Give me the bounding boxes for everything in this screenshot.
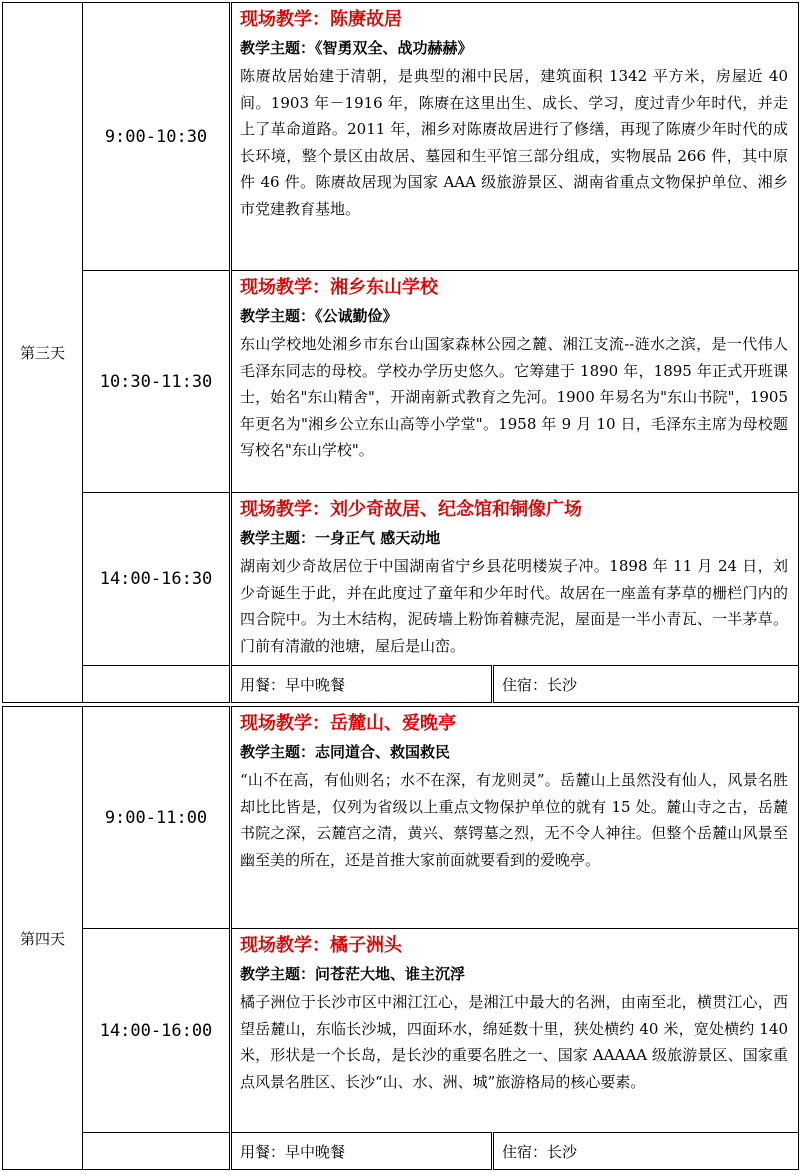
session-time: 10:30-11:30 [83, 271, 231, 493]
session-theme: 教学主题：《公诚勤俭》 [240, 307, 398, 325]
session-time: 14:00-16:00 [83, 929, 231, 1133]
session-description: 橘子洲位于长沙市区中湘江江心，是湘江中最大的名洲，由南至北，横贯江心，西望岳麓山，东临长沙城，四面环水，绵延数十里，狭处横约 40 米，宽处横约 140 米，形状是一个长岛，是长沙的重要名胜之一、国家 AAAAA 级旅游景区、国家重点风景名胜区、长沙“山、水、洲、城”旅游格局的核心要素。 [240, 993, 788, 1091]
session-theme: 教学主题：《智勇双全、战功赫赫》 [240, 39, 473, 57]
schedule-table [2, 2, 799, 1170]
session-title: 现场教学：刘少奇故居、纪念馆和铜像广场 [240, 499, 582, 520]
session-theme: 教学主题：问苍茫大地、谁主沉浮 [240, 965, 466, 983]
session-content [231, 929, 799, 1133]
session-theme: 教学主题：志同道合、救国救民 [240, 743, 451, 761]
session-description: “山不在高，有仙则名；水不在深，有龙则灵”。岳麓山上虽然没有仙人，风景名胜却比比皆是，仅列为省级以上重点文物保护单位的就有 15 处。麓山寺之古，岳麓书院之深，云麓宫之清，黄兴、蔡锷墓之烈，无不令人神往。但整个岳麓山风景至幽至美的所在，还是首推大家前面就要看到的爱晚亭。 [240, 771, 788, 869]
session-content [231, 271, 799, 493]
schedule-row [3, 929, 799, 1133]
session-title: 现场教学：湘乡东山学校 [240, 277, 438, 298]
session-description: 湖南刘少奇故居位于中国湖南省宁乡县花明楼炭子冲。1898 年 11 月 24 日，刘少奇诞生于此，并在此度过了童年和少年时代。故居在一座盖有茅草的栅栏门内的四合院中。为土木结构，泥砖墙上粉饰着糠壳泥，屋面是一半小青瓦、一半茅草。门前有清澈的池塘，屋后是山峦。 [240, 557, 788, 655]
schedule-row [3, 707, 799, 929]
session-title: 现场教学：岳麓山、爱晚亭 [240, 713, 456, 734]
session-content [231, 493, 799, 666]
schedule-row [3, 271, 799, 493]
session-theme: 教学主题：一身正气 感天动地 [240, 529, 441, 547]
session-content [231, 707, 799, 929]
session-time: 14:00-16:30 [83, 493, 231, 666]
meal-cell: 用餐：早中晚餐 [231, 1133, 493, 1170]
session-time: 9:00-10:30 [83, 3, 231, 271]
empty-cell [83, 1133, 231, 1170]
session-time: 9:00-11:00 [83, 707, 231, 929]
meal-row [3, 1133, 799, 1170]
session-description: 陈赓故居始建于清朝，是典型的湘中民居，建筑面积 1342 平方米，房屋近 40 间。1903 年－1916 年，陈赓在这里出生、成长、学习，度过青少年时代，并走上了革命道路。2011 年，湘乡对陈赓故居进行了修缮，再现了陈赓少年时代的成长环境，整个景区由故居、墓园和生平馆三部分组成，实物展品 266 件，其中原件 46 件。陈赓故居现为国家 AAA 级旅游景区、湖南省重点文物保护单位、湘乡市党建教育基地。 [240, 67, 788, 218]
meal-cell: 用餐：早中晚餐 [231, 666, 493, 703]
meal-row [3, 666, 799, 703]
session-title: 现场教学：陈赓故居 [240, 9, 402, 30]
schedule-row [3, 3, 799, 271]
session-description: 东山学校地处湘乡市东台山国家森林公园之麓、湘江支流--涟水之滨，是一代伟人毛泽东同志的母校。学校办学历史悠久。它筹建于 1890 年，1895 年正式开班课士，始名"东山精舍"，开湖南新式教育之先河。1900 年易名为"东山书院"，1905 年更名为"湘乡公立东山高等小学堂"。1958 年 9 月 10 日，毛泽东主席为母校题写校名"东山学校"。 [240, 335, 788, 459]
schedule-row [3, 493, 799, 666]
day-label: 第四天 [3, 707, 83, 1170]
lodging-cell: 住宿：长沙 [493, 666, 799, 703]
empty-cell [83, 666, 231, 703]
day-label: 第三天 [3, 3, 83, 703]
session-title: 现场教学：橘子洲头 [240, 935, 402, 956]
session-content [231, 3, 799, 271]
lodging-cell: 住宿：长沙 [493, 1133, 799, 1170]
